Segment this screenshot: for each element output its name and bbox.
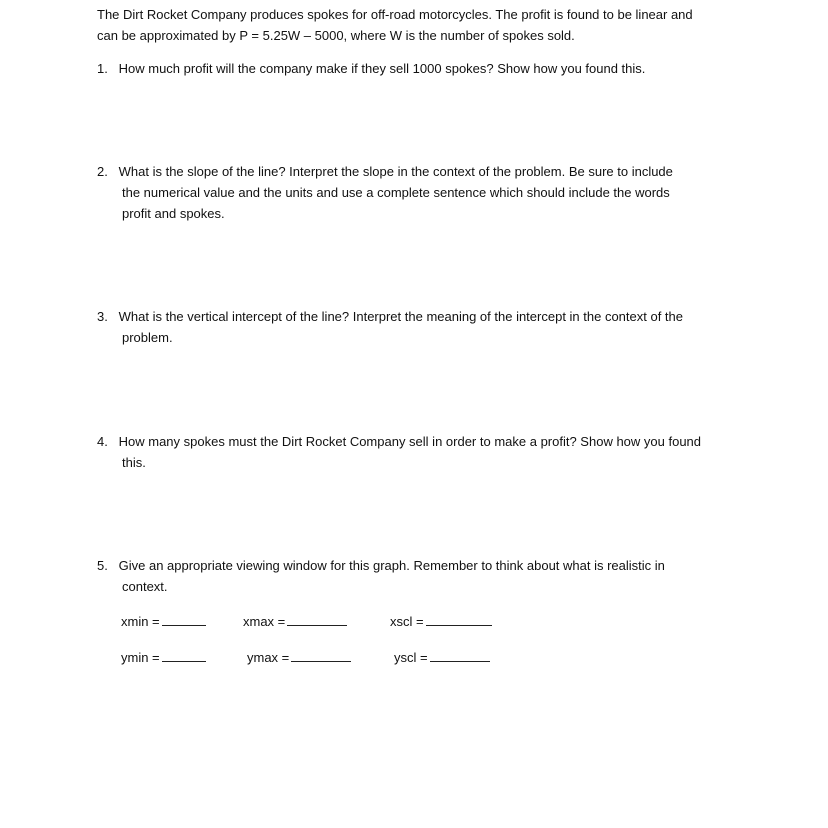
ymax-field: [247, 648, 351, 668]
question-number: 4.: [97, 434, 108, 449]
ymin-blank[interactable]: [162, 648, 206, 662]
xscl-blank[interactable]: [426, 612, 492, 626]
xmin-blank[interactable]: [162, 612, 206, 626]
question-2: [97, 161, 747, 224]
question-text-continued: profit and spokes.: [122, 206, 225, 221]
question-text: How much profit will the company make if they sell 1000 spokes? Show how you found this.: [118, 61, 646, 76]
ymin-label: ymin =: [121, 650, 160, 665]
question-3: [97, 306, 747, 348]
question-number: 2.: [97, 164, 108, 179]
question-number: 5.: [97, 558, 108, 573]
xmax-field: [243, 612, 347, 632]
xmax-label: xmax =: [243, 614, 286, 629]
xmax-blank[interactable]: [287, 612, 347, 626]
ymax-blank[interactable]: [291, 648, 351, 662]
question-text: What is the vertical intercept of the line? Interpret the meaning of the intercept in the context of the: [118, 309, 684, 324]
xscl-label: xscl =: [390, 614, 424, 629]
question-1: [97, 58, 747, 79]
viewing-window-x-row: [0, 612, 828, 632]
yscl-field: [394, 648, 490, 668]
problem-intro: [97, 4, 747, 46]
intro-line-1: The Dirt Rocket Company produces spokes for off-road motorcycles. The profit is found to be linear and: [97, 7, 693, 22]
xscl-field: [390, 612, 492, 632]
question-text-continued: this.: [122, 455, 146, 470]
yscl-blank[interactable]: [430, 648, 490, 662]
question-text: Give an appropriate viewing window for this graph. Remember to think about what is realistic in: [118, 558, 665, 573]
question-text: What is the slope of the line? Interpret the slope in the context of the problem. Be sure to include: [118, 164, 673, 179]
yscl-label: yscl =: [394, 650, 428, 665]
question-number: 3.: [97, 309, 108, 324]
ymax-label: ymax =: [247, 650, 290, 665]
question-text-continued: problem.: [122, 330, 173, 345]
ymin-field: [121, 648, 206, 668]
intro-line-2: can be approximated by P = 5.25W – 5000, where W is the number of spokes sold.: [97, 28, 575, 43]
question-text-continued: the numerical value and the units and use a complete sentence which should include the words: [122, 185, 670, 200]
question-number: 1.: [97, 61, 108, 76]
viewing-window-y-row: [0, 648, 828, 668]
question-4: [97, 431, 747, 473]
xmin-label: xmin =: [121, 614, 160, 629]
question-text-continued: context.: [122, 579, 168, 594]
xmin-field: [121, 612, 206, 632]
question-5: [97, 555, 747, 597]
question-text: How many spokes must the Dirt Rocket Company sell in order to make a profit? Show how you found: [118, 434, 702, 449]
